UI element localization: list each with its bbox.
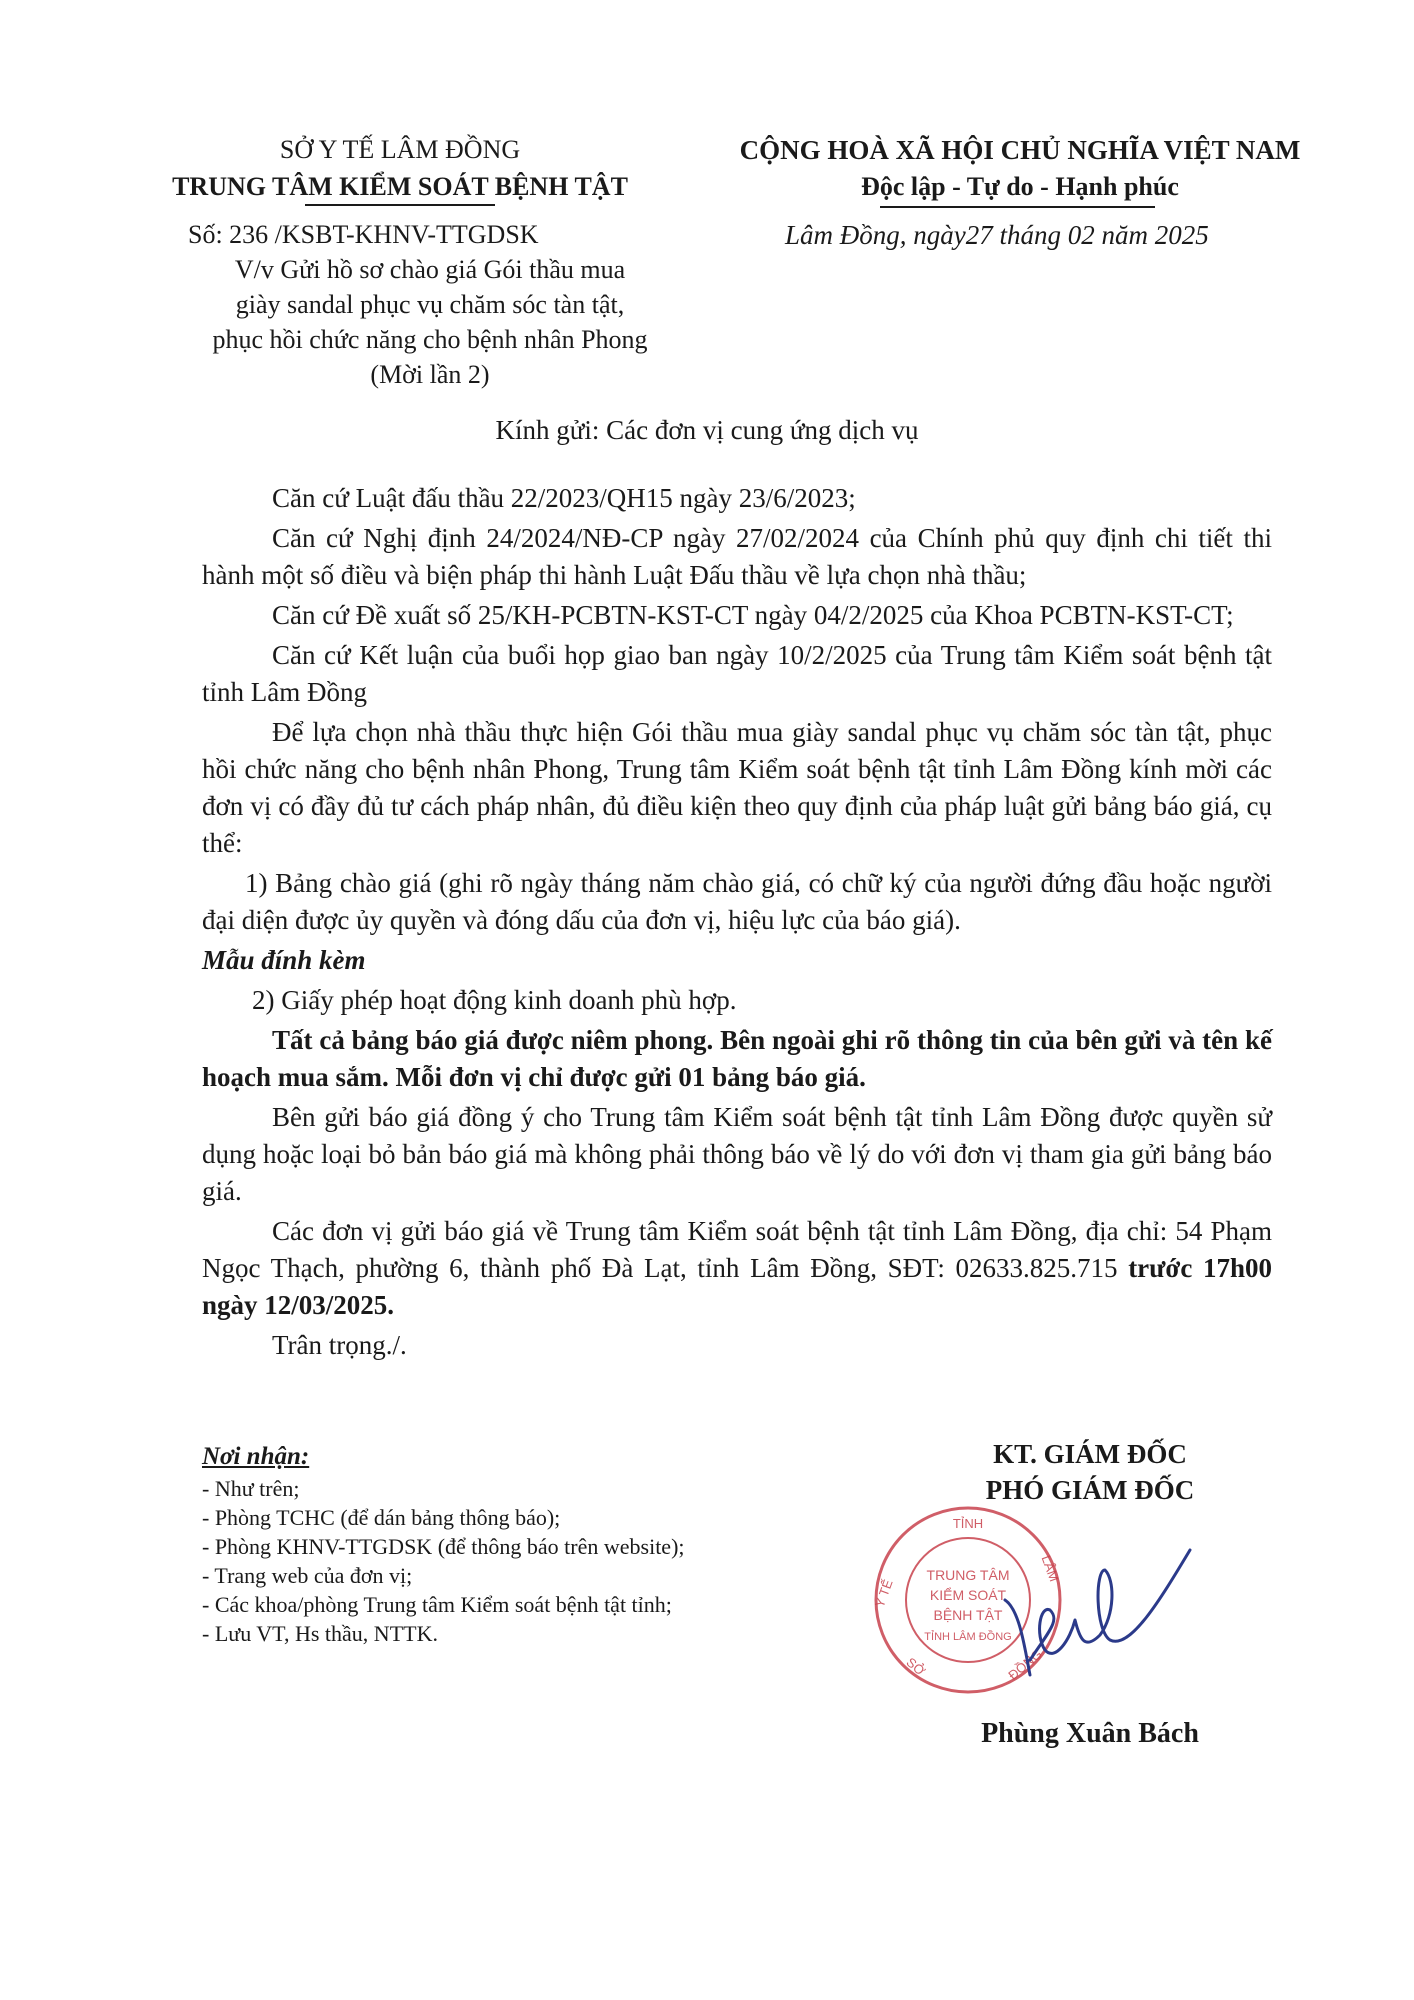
signature-title: KT. GIÁM ĐỐC	[993, 1439, 1187, 1469]
subject-line: giày sandal phục vụ chăm sóc tàn tật,	[235, 290, 625, 319]
legal-basis-2: Căn cứ Nghị định 24/2024/NĐ-CP ngày 27/02/2024 của Chính phủ quy định chi tiết thi hành một số điều và biện pháp thi hành Luật Đấu thầu về lựa chọn nhà thầu;	[202, 523, 1272, 590]
submission-paragraph	[202, 1213, 1272, 1324]
sealing-notice: Tất cả bảng báo giá được niêm phong. Bên ngoài ghi rõ thông tin của bên gửi và tên kế hoạch mua sắm. Mỗi đơn vị chỉ được gửi 01 bảng báo giá.	[202, 1025, 1272, 1092]
seal-text: LÂM	[1038, 1553, 1062, 1584]
recipients-title: Nơi nhận:	[202, 1443, 310, 1470]
submission-deadline: trước 17h00 ngày 12/03/2025.	[202, 1253, 1272, 1320]
signature-title-block	[890, 1436, 1290, 1508]
handwritten-signature-icon	[990, 1540, 1210, 1690]
seal-text: BỆNH TẬT	[933, 1607, 1003, 1623]
subject-line: phục hồi chức năng cho bệnh nhân Phong	[212, 325, 648, 354]
document-date: Lâm Đồng, ngày27 tháng 02 năm 2025	[785, 220, 1209, 250]
subject-line: (Mời lần 2)	[370, 360, 490, 389]
recipient-item: - Phòng TCHC (để dán bảng thông báo);	[202, 1505, 561, 1530]
issuer-name: TRUNG TÂM KIỂM SOÁT BỆNH TẬT	[172, 172, 628, 201]
document-subject	[190, 252, 670, 392]
subject-line: V/v Gửi hồ sơ chào giá Gói thầu mua	[234, 255, 626, 284]
requirement-1: 1) Bảng chào giá (ghi rõ ngày tháng năm chào giá, có chữ ký của người đứng đầu hoặc người đại diện được ủy quyền và đóng dấu của đơn vị, hiệu lực của báo giá).	[202, 868, 1272, 935]
attachment-note: Mẫu đính kèm	[202, 945, 366, 975]
recipients-block	[202, 1440, 802, 1648]
invitation-paragraph: Để lựa chọn nhà thầu thực hiện Gói thầu mua giày sandal phục vụ chăm sóc tàn tật, phục hồi chức năng cho bệnh nhân Phong, Trung tâm Kiểm soát bệnh tật tỉnh Lâm Đồng kính mời các đơn vị có đầy đủ tư cách pháp nhân, đủ điều kiện theo quy định của pháp luật gửi bảng báo giá, cụ thể:	[202, 717, 1272, 858]
seal-text: KIỂM SOÁT	[929, 1587, 1007, 1603]
legal-basis-1: Căn cứ Luật đấu thầu 22/2023/QH15 ngày 23/6/2023;	[272, 483, 856, 513]
recipient-item: - Các khoa/phòng Trung tâm Kiểm soát bệnh tật tỉnh;	[202, 1592, 672, 1617]
document-number: Số: 236 /KSBT-KHNV-TTGDSK	[188, 220, 539, 249]
recipient-item: - Lưu VT, Hs thầu, NTTK.	[202, 1621, 438, 1646]
legal-basis-4: Căn cứ Kết luận của buổi họp giao ban ngày 10/2/2025 của Trung tâm Kiểm soát bệnh tật tỉnh Lâm Đồng	[202, 640, 1272, 707]
issuer-parent: SỞ Y TẾ LÂM ĐỒNG	[279, 135, 521, 164]
national-title-block	[705, 132, 1335, 206]
recipient-item: - Trang web của đơn vị;	[202, 1563, 413, 1588]
seal-text: Y TẾ	[871, 1577, 896, 1610]
recipient-item: - Phòng KHNV-TTGDSK (để thông báo trên website);	[202, 1534, 685, 1559]
requirement-2: 2) Giấy phép hoạt động kinh doanh phù hợp.	[252, 985, 737, 1015]
national-title: CỘNG HOÀ XÃ HỘI CHỦ NGHĨA VIỆT NAM	[739, 135, 1301, 165]
recipient-item: - Như trên;	[202, 1476, 300, 1501]
addressee: Kính gửi: Các đơn vị cung ứng dịch vụ	[495, 415, 919, 445]
rights-paragraph: Bên gửi báo giá đồng ý cho Trung tâm Kiểm soát bệnh tật tỉnh Lâm Đồng được quyền sử dụng hoặc loại bỏ bản báo giá mà không phải thông báo về lý do với đơn vị tham gia gửi bảng báo giá.	[202, 1102, 1272, 1206]
closing-salutation: Trân trọng./.	[272, 1330, 407, 1360]
legal-basis-3: Căn cứ Đề xuất số 25/KH-PCBTN-KST-CT ngày 04/2/2025 của Khoa PCBTN-KST-CT;	[272, 600, 1234, 630]
seal-text: ĐỒNG	[1005, 1646, 1045, 1683]
submission-address: Các đơn vị gửi báo giá về Trung tâm Kiểm soát bệnh tật tỉnh Lâm Đồng, địa chỉ: 54 Phạm Ngọc Thạch, phường 6, thành phố Đà Lạt, tỉnh Lâm Đồng, SĐT: 02633.825.715	[202, 1216, 1272, 1283]
seal-text: TỈNH LÂM ĐỒNG	[924, 1631, 1012, 1643]
seal-text: SỞ	[903, 1654, 929, 1679]
motto-underline	[880, 206, 1155, 208]
issuer-underline	[305, 204, 495, 206]
document-body	[202, 480, 1272, 1367]
signature-position: PHÓ GIÁM ĐỐC	[985, 1475, 1195, 1505]
national-motto: Độc lập - Tự do - Hạnh phúc	[861, 172, 1179, 201]
signer-name: Phùng Xuân Bách	[981, 1718, 1199, 1749]
seal-text: TRUNG TÂM	[926, 1567, 1010, 1583]
seal-text: TỈNH	[952, 1516, 984, 1531]
issuer-block	[140, 132, 660, 206]
